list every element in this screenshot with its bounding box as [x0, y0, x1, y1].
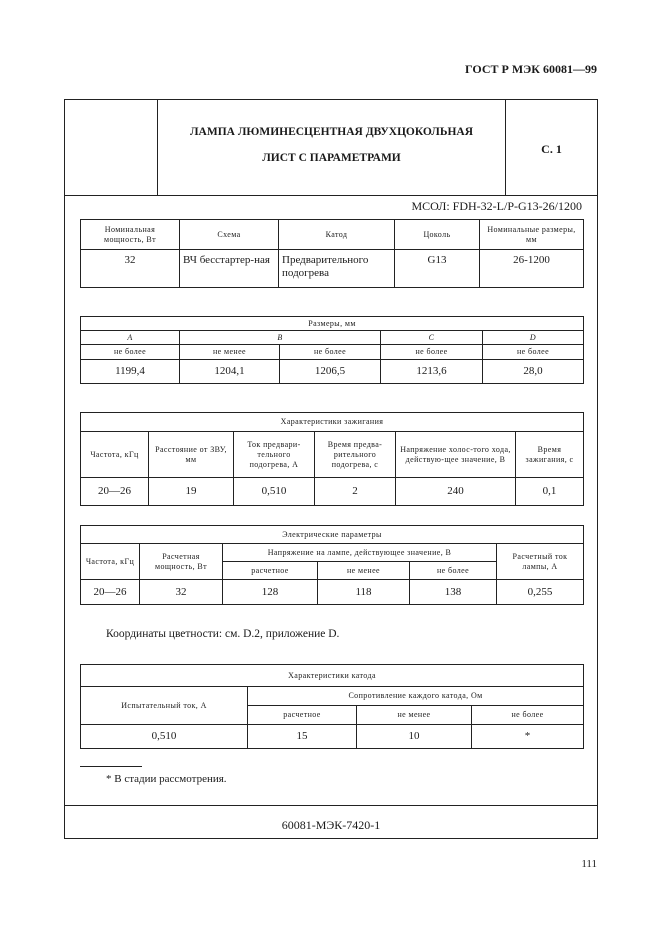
dimensions-table — [80, 316, 584, 384]
dim-sub-a: не более — [81, 345, 180, 360]
header-cap: Цоколь — [395, 220, 480, 250]
sheet-number: С. 1 — [541, 142, 562, 156]
el-value-voltage-min: 118 — [318, 580, 410, 605]
header-power: Номинальная мощность, Вт — [81, 220, 180, 250]
el-value-power: 32 — [140, 580, 223, 605]
sheet-title-line2: ЛИСТ С ПАРАМЕТРАМИ — [262, 152, 401, 164]
dim-value-b-max: 1206,5 — [280, 360, 381, 384]
dim-sub-b-min: не менее — [180, 345, 280, 360]
ignition-table — [80, 412, 584, 506]
header-divider — [64, 195, 598, 196]
chromaticity-note: Координаты цветности: см. D.2, приложение D. — [106, 628, 340, 640]
sheet-code: 60081-МЭК-7420-1 — [281, 818, 381, 832]
dim-sub-d: не более — [483, 345, 584, 360]
cathode-title: Характеристики катода — [81, 665, 584, 687]
ign-header-freq: Частота, кГц — [81, 432, 149, 478]
el-sub-rated: расчетное — [223, 562, 318, 580]
ign-value-ignition-time: 0,1 — [516, 478, 584, 506]
cat-value-max: * — [472, 725, 584, 749]
dim-letter-d: D — [483, 331, 584, 345]
dim-sub-c: не более — [381, 345, 483, 360]
el-sub-max: не более — [410, 562, 497, 580]
el-value-current: 0,255 — [497, 580, 584, 605]
footnote: * В стадии рассмотрения. — [106, 773, 227, 785]
dim-letter-b: B — [180, 331, 381, 345]
ign-header-distance: Расстояние от ЗВУ, мм — [149, 432, 234, 478]
footnote-rule — [80, 766, 142, 767]
ign-header-preheat-time: Время предва-рительного подогрева, с — [315, 432, 396, 478]
cathode-table — [80, 664, 584, 749]
ign-header-ignition-time: Время зажигания, с — [516, 432, 584, 478]
lamp-designation: МСОЛ: FDH-32-L/P-G13-26/1200 — [411, 199, 582, 213]
footer-divider — [64, 805, 598, 806]
electrical-table — [80, 525, 584, 605]
el-value-freq: 20—26 — [81, 580, 140, 605]
dim-value-d: 28,0 — [483, 360, 584, 384]
el-header-current: Расчетный ток лампы, А — [497, 544, 584, 580]
cat-sub-min: не менее — [357, 706, 472, 725]
standard-number: ГОСТ Р МЭК 60081—99 — [465, 62, 597, 76]
cat-sub-rated: расчетное — [248, 706, 357, 725]
ign-value-freq: 20—26 — [81, 478, 149, 506]
cat-value-min: 10 — [357, 725, 472, 749]
dim-value-b-min: 1204,1 — [180, 360, 280, 384]
value-cap: G13 — [395, 250, 480, 288]
cat-header-resistance: Сопротивление каждого катода, Ом — [248, 687, 584, 706]
cat-value-rated: 15 — [248, 725, 357, 749]
ign-value-preheat-time: 2 — [315, 478, 396, 506]
dimensions-title: Размеры, мм — [81, 317, 584, 331]
el-header-power: Расчетная мощность, Вт — [140, 544, 223, 580]
basic-parameters-table — [80, 219, 584, 288]
ign-header-voltage: Напряжение холос-того хода, действую-щее значение, В — [396, 432, 516, 478]
cat-value-test-current: 0,510 — [81, 725, 248, 749]
cat-sub-max: не более — [472, 706, 584, 725]
electrical-title: Электрические параметры — [81, 526, 584, 544]
dim-letter-c: C — [381, 331, 483, 345]
header-cathode: Катод — [279, 220, 395, 250]
ign-value-voltage: 240 — [396, 478, 516, 506]
header-left-cell — [64, 99, 158, 196]
dim-letter-a: A — [81, 331, 180, 345]
dim-value-a: 1199,4 — [81, 360, 180, 384]
ignition-title: Характеристики зажигания — [81, 413, 584, 432]
value-scheme: ВЧ бесстартер-ная — [180, 250, 279, 288]
cat-header-test-current: Испытательный ток, А — [81, 687, 248, 725]
el-header-voltage: Напряжение на лампе, действующее значение, В — [223, 544, 497, 562]
page-number: 111 — [581, 858, 597, 870]
dim-sub-b-max: не более — [280, 345, 381, 360]
ign-value-distance: 19 — [149, 478, 234, 506]
ign-header-preheat-current: Ток предвари-тельного подогрева, А — [234, 432, 315, 478]
value-size: 26-1200 — [480, 250, 584, 288]
el-value-voltage-rated: 128 — [223, 580, 318, 605]
header-scheme: Схема — [180, 220, 279, 250]
el-header-freq: Частота, кГц — [81, 544, 140, 580]
el-sub-min: не менее — [318, 562, 410, 580]
value-power: 32 — [81, 250, 180, 288]
dim-value-c: 1213,6 — [381, 360, 483, 384]
header-size: Номинальные размеры, мм — [480, 220, 584, 250]
el-value-voltage-max: 138 — [410, 580, 497, 605]
sheet-title-line1: ЛАМПА ЛЮМИНЕСЦЕНТНАЯ ДВУХЦОКОЛЬНАЯ — [189, 126, 474, 138]
ign-value-preheat-current: 0,510 — [234, 478, 315, 506]
value-cathode: Предварительного подогрева — [279, 250, 395, 288]
